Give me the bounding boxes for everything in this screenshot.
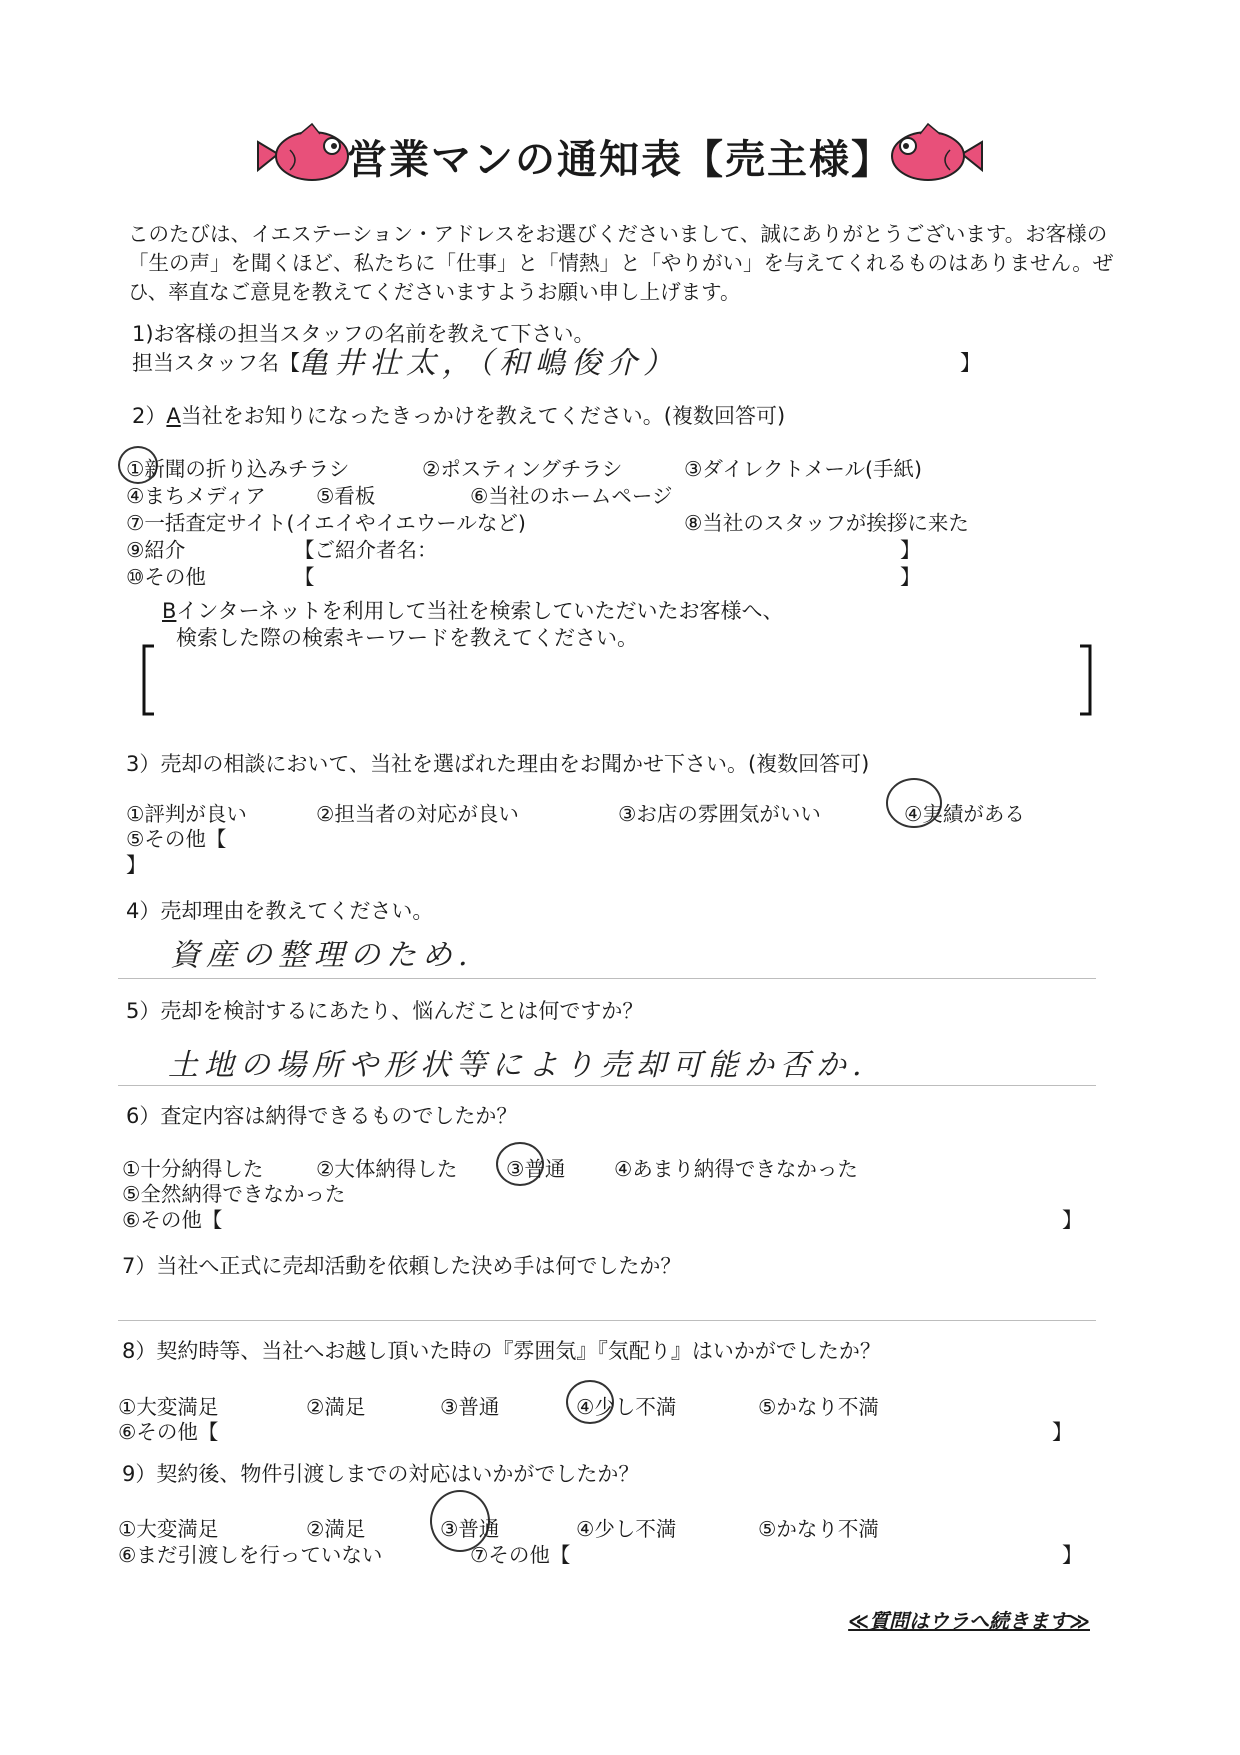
q2-option-4[interactable]: ④まちメディア [126, 484, 266, 508]
q7-question: 7）当社へ正式に売却活動を依頼した決め手は何でしたか？ [122, 1254, 682, 1278]
q8-option-2[interactable]: ②満足 [306, 1395, 366, 1419]
q5-answer[interactable]: 土地の場所や形状等により売却可能か否か. [168, 1048, 868, 1083]
q8-bracket-close: 】 [1052, 1420, 1073, 1444]
q9-question: 9）契約後、物件引渡しまでの対応はいかがでしたか？ [122, 1462, 640, 1486]
q9-option-6[interactable]: ⑥まだ引渡しを行っていない [118, 1543, 383, 1567]
q8-option-6[interactable]: ⑥その他【 [118, 1420, 219, 1444]
q3-bracket-close: 】 [126, 853, 147, 877]
q8-option-1[interactable]: ①大変満足 [118, 1395, 219, 1419]
q1-staff-answer[interactable]: 亀井壮太，（和嶋俊介） [298, 346, 679, 381]
q2-referrer-close: 】 [900, 538, 921, 562]
intro-text: このたびは、イエステーション・アドレスをお選びくださいまして、誠にありがとうございます。お客様の「生の声」を聞くほど、私たちに「仕事」と「情熱」と「やりがい」を与えてくれるものはありません。ぜひ、率直なご意見を教えてくださいますようお願い申し上げます。 [128, 222, 1114, 304]
q7-answer-line [118, 1320, 1096, 1321]
q6-option-5[interactable]: ⑤全然納得できなかった [122, 1182, 346, 1206]
q2b-keyword-box[interactable] [140, 640, 1100, 720]
continued-on-back-note: ≪質問はウラへ続きます≫ [848, 1609, 1090, 1633]
q9-option-7[interactable]: ⑦その他【 [470, 1543, 571, 1567]
q6-option-6[interactable]: ⑥その他【 [122, 1208, 223, 1232]
q6-option-2[interactable]: ②大体納得した [316, 1157, 458, 1181]
q9-option-4[interactable]: ④少し不満 [576, 1517, 677, 1541]
q2b-letter: B [162, 599, 177, 623]
q2-option-7[interactable]: ⑦一括査定サイト(イエイやイエウールなど) [126, 511, 526, 535]
q2-option-8[interactable]: ⑧当社のスタッフが挨拶に来た [684, 511, 969, 535]
q9-bracket-close: 】 [1062, 1543, 1083, 1567]
q3-option-4[interactable]: ④実績がある [904, 802, 1025, 826]
q1-bracket-close: 】 [960, 351, 981, 375]
q3-option-2[interactable]: ②担当者の対応が良い [316, 802, 519, 826]
q4-answer-line [118, 978, 1096, 979]
q2b-question-2: 検索した際の検索キーワードを教えてください。 [176, 626, 638, 650]
q2-other-close: 】 [900, 565, 921, 589]
q2-option-5[interactable]: ⑤看板 [316, 484, 376, 508]
q3-option-3[interactable]: ③お店の雰囲気がいい [618, 802, 821, 826]
q9-option-2[interactable]: ②満足 [306, 1517, 366, 1541]
q2-option-6[interactable]: ⑥当社のホームページ [470, 484, 673, 508]
q8-option-5[interactable]: ⑤かなり不満 [758, 1395, 879, 1419]
q3-question: 3）売却の相談において、当社を選ばれた理由をお聞かせ下さい。(複数回答可) [126, 752, 870, 776]
q3-option-1[interactable]: ①評判が良い [126, 802, 247, 826]
q2-referrer-label: 【ご紹介者名： [294, 538, 438, 562]
q2-option-1[interactable]: ①新聞の折り込みチラシ [126, 457, 350, 481]
q8-question: 8）契約時等、当社へお越し頂いた時の『雰囲気』『気配り』はいかがでしたか？ [122, 1339, 881, 1363]
q2-option-10[interactable]: ⑩その他 [126, 565, 206, 589]
q2-option-3[interactable]: ③ダイレクトメール(手紙) [684, 457, 922, 481]
q8-option-4[interactable]: ④少し不満 [576, 1395, 677, 1419]
q2-question [132, 400, 785, 430]
q2-a-letter: A [166, 404, 181, 428]
q2b-question-text-1: インターネットを利用して当社を検索していただいたお客様へ、 [176, 599, 784, 623]
q6-option-1[interactable]: ①十分納得した [122, 1157, 264, 1181]
q9-option-5[interactable]: ⑤かなり不満 [758, 1517, 879, 1541]
q6-bracket-close: 】 [1062, 1208, 1083, 1232]
q9-option-3[interactable]: ③普通 [440, 1517, 500, 1541]
q2-number: 2） [132, 404, 167, 428]
q4-question: 4）売却理由を教えてください。 [126, 899, 434, 923]
q1-question: 1)お客様の担当スタッフの名前を教えて下さい。 [132, 322, 595, 346]
page-title: 営業マンの通知表【売主様】 [347, 137, 893, 183]
q8-option-3[interactable]: ③普通 [440, 1395, 500, 1419]
q6-option-3[interactable]: ③普通 [506, 1157, 566, 1181]
q5-answer-line [118, 1085, 1096, 1086]
q1-staff-label: 担当スタッフ名【 [132, 351, 300, 375]
q5-question: 5）売却を検討するにあたり、悩んだことは何ですか？ [126, 999, 644, 1023]
q2-option-2[interactable]: ②ポスティングチラシ [422, 457, 623, 481]
q2b-question-1 [162, 595, 784, 625]
q2-option-9[interactable]: ⑨紹介 [126, 538, 186, 562]
q4-answer[interactable]: 資産の整理のため. [170, 938, 474, 973]
q9-option-1[interactable]: ①大変満足 [118, 1517, 219, 1541]
q6-option-4[interactable]: ④あまり納得できなかった [614, 1157, 858, 1181]
q6-question: 6）査定内容は納得できるものでしたか？ [126, 1104, 518, 1128]
q2-question-text: 当社をお知りになったきっかけを教えてください。(複数回答可) [180, 404, 786, 428]
q3-option-5[interactable]: ⑤その他【 [126, 827, 227, 851]
q2-other-open: 【 [294, 565, 315, 589]
